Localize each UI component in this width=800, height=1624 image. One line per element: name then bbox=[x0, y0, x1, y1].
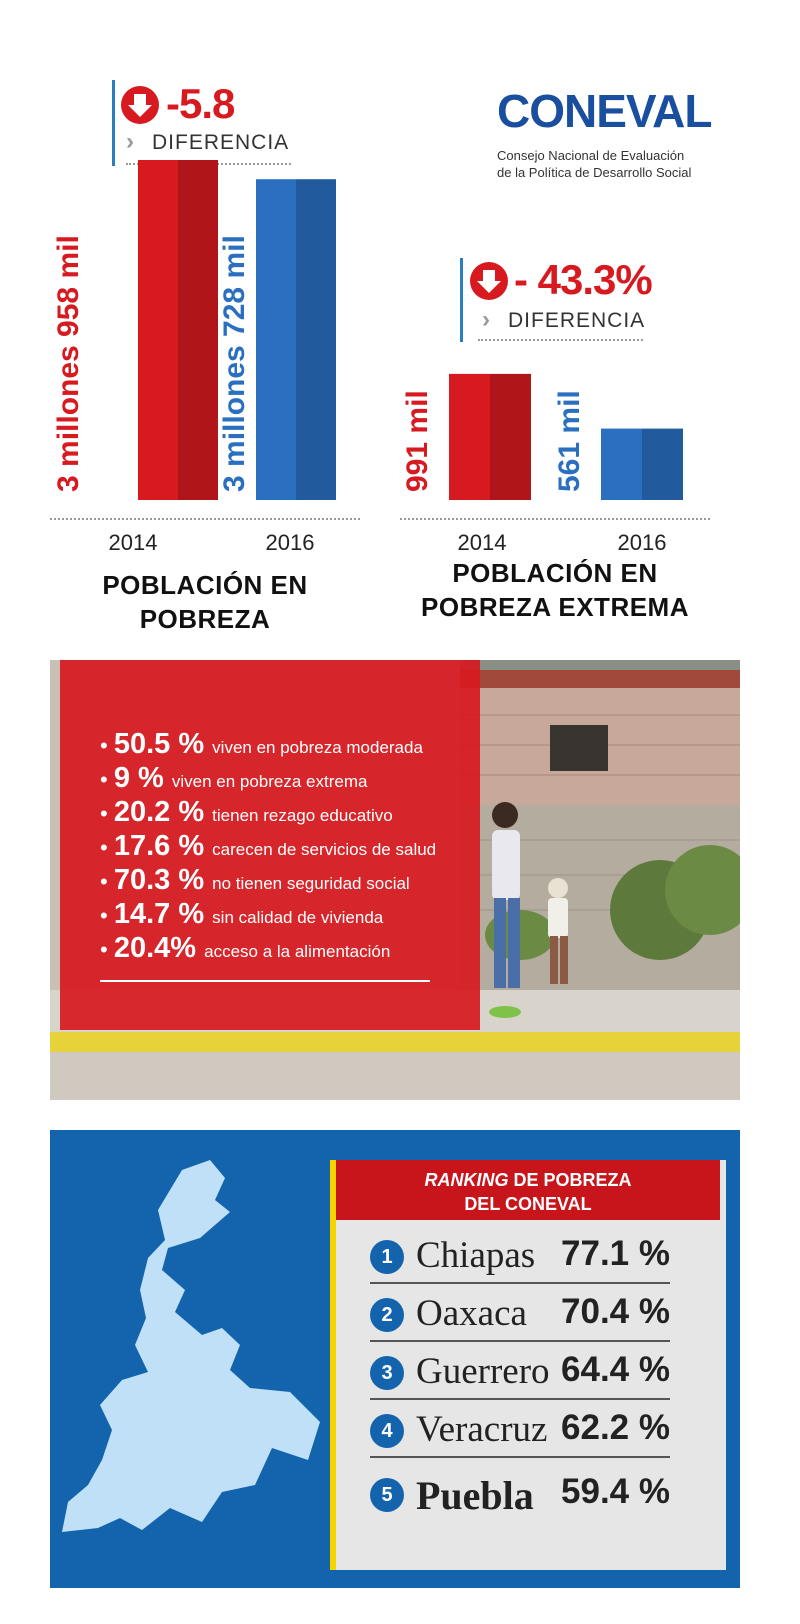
rank-percentage: 70.4 % bbox=[561, 1292, 670, 1331]
chart-title-pobreza: POBLACIÓN EN POBREZA bbox=[102, 570, 308, 634]
stat-percentage: 50.5 % bbox=[113, 728, 213, 760]
bar-side bbox=[490, 374, 531, 500]
rank-state-name: Puebla bbox=[416, 1473, 534, 1518]
ranking-row bbox=[370, 1290, 670, 1342]
rank-separator bbox=[370, 1456, 670, 1458]
delta-marker bbox=[460, 258, 463, 342]
bar-2016 bbox=[256, 179, 336, 500]
delta-value: -5.8 bbox=[166, 80, 235, 127]
down-arrow-icon bbox=[121, 86, 159, 124]
ranking-title-line2: DEL CONEVAL bbox=[464, 1194, 592, 1214]
stat-description: viven en pobreza extrema bbox=[171, 772, 368, 791]
stat-percentage: 9 % bbox=[113, 762, 172, 794]
bar-face bbox=[449, 374, 490, 500]
rank-number-badge: 4 bbox=[370, 1414, 404, 1448]
chevron-right-icon: › bbox=[126, 128, 134, 155]
ranking-row bbox=[370, 1348, 670, 1400]
stat-item bbox=[100, 898, 383, 931]
bullet-icon: • bbox=[100, 767, 114, 792]
rank-percentage: 77.1 % bbox=[561, 1234, 670, 1273]
rank-percentage: 64.4 % bbox=[561, 1350, 670, 1389]
stat-description: tienen rezago educativo bbox=[212, 806, 393, 825]
down-arrow-icon bbox=[470, 262, 508, 300]
rank-number-badge: 3 bbox=[370, 1356, 404, 1390]
data-label-2016: 3 millones 728 mil bbox=[218, 235, 251, 492]
stat-item bbox=[100, 932, 390, 965]
stat-description: acceso a la alimentación bbox=[204, 942, 391, 961]
delta-marker bbox=[112, 80, 115, 166]
ranking-row bbox=[370, 1406, 670, 1458]
stat-item bbox=[100, 864, 410, 897]
baseline-dotted bbox=[400, 518, 710, 520]
stat-item bbox=[100, 728, 423, 761]
data-label-2014: 3 millones 958 mil bbox=[52, 235, 85, 492]
tick-label-2016: 2016 bbox=[265, 530, 315, 555]
chart-title-extrema-line2: POBREZA EXTREMA bbox=[421, 592, 689, 622]
stat-description: sin calidad de vivienda bbox=[212, 908, 384, 927]
data-label-2016: 561 mil bbox=[553, 390, 586, 492]
bullet-icon: • bbox=[100, 801, 114, 826]
tick-label-2014: 2014 bbox=[108, 530, 158, 555]
bullet-icon: • bbox=[100, 937, 114, 962]
tick-label-2014: 2014 bbox=[457, 530, 507, 555]
stats-divider bbox=[100, 980, 430, 982]
logo-wordmark: CONEVAL bbox=[497, 85, 712, 137]
logo-subtitle-2: de la Política de Desarrollo Social bbox=[497, 165, 692, 180]
rank-number-badge: 1 bbox=[370, 1240, 404, 1274]
rank-state-name: Veracruz bbox=[416, 1409, 548, 1450]
ranking-row bbox=[370, 1470, 670, 1522]
bullet-icon: • bbox=[100, 869, 114, 894]
stat-description: viven en pobreza moderada bbox=[212, 738, 423, 757]
rank-percentage: 62.2 % bbox=[561, 1408, 670, 1447]
chevron-right-icon: › bbox=[482, 306, 490, 333]
rank-state-name: Oaxaca bbox=[416, 1293, 527, 1334]
rank-separator bbox=[370, 1398, 670, 1400]
stat-percentage: 14.7 % bbox=[113, 898, 213, 930]
bullet-icon: • bbox=[100, 903, 114, 928]
baseline-dotted bbox=[50, 518, 360, 520]
bar-2016 bbox=[601, 429, 683, 500]
stat-description: no tienen seguridad social bbox=[212, 874, 410, 893]
bar-side bbox=[178, 160, 218, 500]
stat-percentage: 20.4% bbox=[113, 932, 205, 964]
bullet-icon: • bbox=[100, 835, 114, 860]
rank-percentage: 59.4 % bbox=[561, 1472, 670, 1511]
bar-side bbox=[642, 429, 683, 500]
stat-item bbox=[100, 830, 436, 863]
stat-percentage: 70.3 % bbox=[113, 864, 213, 896]
street-photo bbox=[50, 660, 740, 1100]
chart-title-extrema-line1: POBLACIÓN EN bbox=[452, 558, 658, 588]
bar-face bbox=[601, 429, 642, 500]
rank-number-badge: 2 bbox=[370, 1298, 404, 1332]
bar-face bbox=[256, 179, 296, 500]
rank-state-name: Chiapas bbox=[416, 1235, 536, 1276]
logo-subtitle-1: Consejo Nacional de Evaluación bbox=[497, 148, 685, 163]
stat-item bbox=[100, 796, 393, 829]
stat-description: carecen de servicios de salud bbox=[212, 840, 437, 859]
bullet-icon: • bbox=[100, 733, 114, 758]
stat-percentage: 20.2 % bbox=[113, 796, 213, 828]
ranking-row bbox=[370, 1232, 670, 1284]
bar-chart-extrema bbox=[395, 340, 715, 510]
rank-separator bbox=[370, 1340, 670, 1342]
delta-label: DIFERENCIA bbox=[508, 309, 646, 332]
ranking-title-rest: DE POBREZA bbox=[508, 1170, 632, 1190]
rank-number-badge: 5 bbox=[370, 1478, 404, 1512]
chart-title-extrema bbox=[410, 556, 700, 624]
rank-separator bbox=[370, 1282, 670, 1284]
stat-percentage: 17.6 % bbox=[113, 830, 213, 862]
ranking-title-em: RANKING bbox=[424, 1170, 509, 1190]
delta-value: - 43.3% bbox=[514, 256, 652, 303]
bar-2014 bbox=[138, 160, 218, 500]
stat-item bbox=[100, 762, 367, 795]
ranking-header bbox=[336, 1160, 720, 1220]
data-label-2014: 991 mil bbox=[401, 390, 434, 492]
rank-state-name: Guerrero bbox=[416, 1351, 550, 1392]
bar-chart-pobreza bbox=[50, 160, 370, 510]
delta-label: DIFERENCIA bbox=[152, 131, 290, 154]
stats-panel bbox=[60, 660, 480, 1030]
tick-label-2016: 2016 bbox=[617, 530, 667, 555]
bar-side bbox=[296, 179, 336, 500]
bar-face bbox=[138, 160, 178, 500]
bar-2014 bbox=[449, 374, 531, 500]
